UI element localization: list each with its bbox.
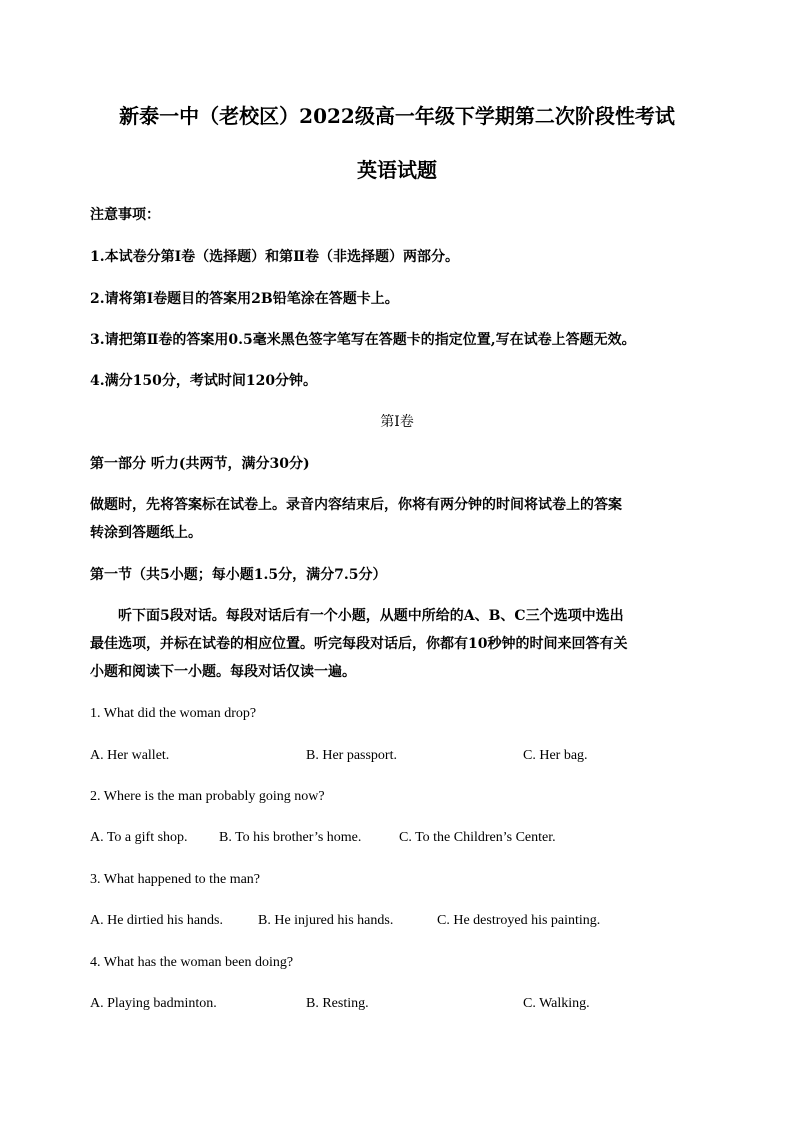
part1-instructions-line1: 做题时，先将答案标在试卷上。录音内容结束后，你将有两分钟的时间将试卷上的答案	[90, 497, 622, 513]
section1-heading: 第一节（共5小题；每小题1.5分，满分7.5分）	[90, 567, 387, 583]
question-4-option-b: B. Resting.	[306, 996, 369, 1011]
exam-title: 新泰一中（老校区）2022级高一年级下学期第二次阶段性考试	[119, 104, 675, 128]
question-2-stem: 2. Where is the man probably going now?	[90, 789, 325, 804]
question-3-stem: 3. What happened to the man?	[90, 872, 261, 887]
notice-item-1: 1.本试卷分第Ⅰ卷（选择题）和第Ⅱ卷（非选择题）两部分。	[90, 249, 459, 265]
question-1-stem: 1. What did the woman drop?	[90, 706, 257, 721]
section1-instructions-line1: 听下面5段对话。每段对话后有一个小题，从题中所给的A、B、C三个选项中选出	[118, 608, 624, 624]
part1-instructions-line2: 转涂到答题纸上。	[90, 525, 202, 541]
question-1-option-a: A. Her wallet.	[90, 748, 170, 763]
question-4-option-a: A. Playing badminton.	[90, 996, 217, 1011]
volume-title: 第Ⅰ卷	[380, 414, 414, 430]
notice-item-4: 4.满分150分，考试时间120分钟。	[90, 373, 318, 389]
question-1-option-c: C. Her bag.	[523, 748, 588, 763]
exam-subtitle: 英语试题	[357, 158, 437, 182]
notice-item-2: 2.请将第Ⅰ卷题目的答案用2B铅笔涂在答题卡上。	[90, 291, 399, 307]
part1-heading: 第一部分 听力(共两节，满分30分)	[90, 456, 310, 472]
question-3-option-c: C. He destroyed his painting.	[437, 913, 601, 928]
notice-item-3: 3.请把第Ⅱ卷的答案用0.5毫米黑色签字笔写在答题卡的指定位置,写在试卷上答题无效。	[90, 332, 636, 348]
question-2-option-b: B. To his brother’s home.	[219, 830, 362, 845]
question-3-option-b: B. He injured his hands.	[258, 913, 394, 928]
question-1-option-b: B. Her passport.	[306, 748, 397, 763]
question-2-option-a: A. To a gift shop.	[90, 830, 188, 845]
question-4-option-c: C. Walking.	[523, 996, 590, 1011]
section1-instructions-line2: 最佳选项，并标在试卷的相应位置。听完每段对话后，你都有10秒钟的时间来回答有关	[90, 636, 628, 652]
question-2-option-c: C. To the Children’s Center.	[399, 830, 556, 845]
notice-heading: 注意事项：	[90, 207, 160, 223]
section1-instructions-line3: 小题和阅读下一小题。每段对话仅读一遍。	[90, 664, 356, 680]
question-3-option-a: A. He dirtied his hands.	[90, 913, 223, 928]
question-4-stem: 4. What has the woman been doing?	[90, 955, 294, 970]
